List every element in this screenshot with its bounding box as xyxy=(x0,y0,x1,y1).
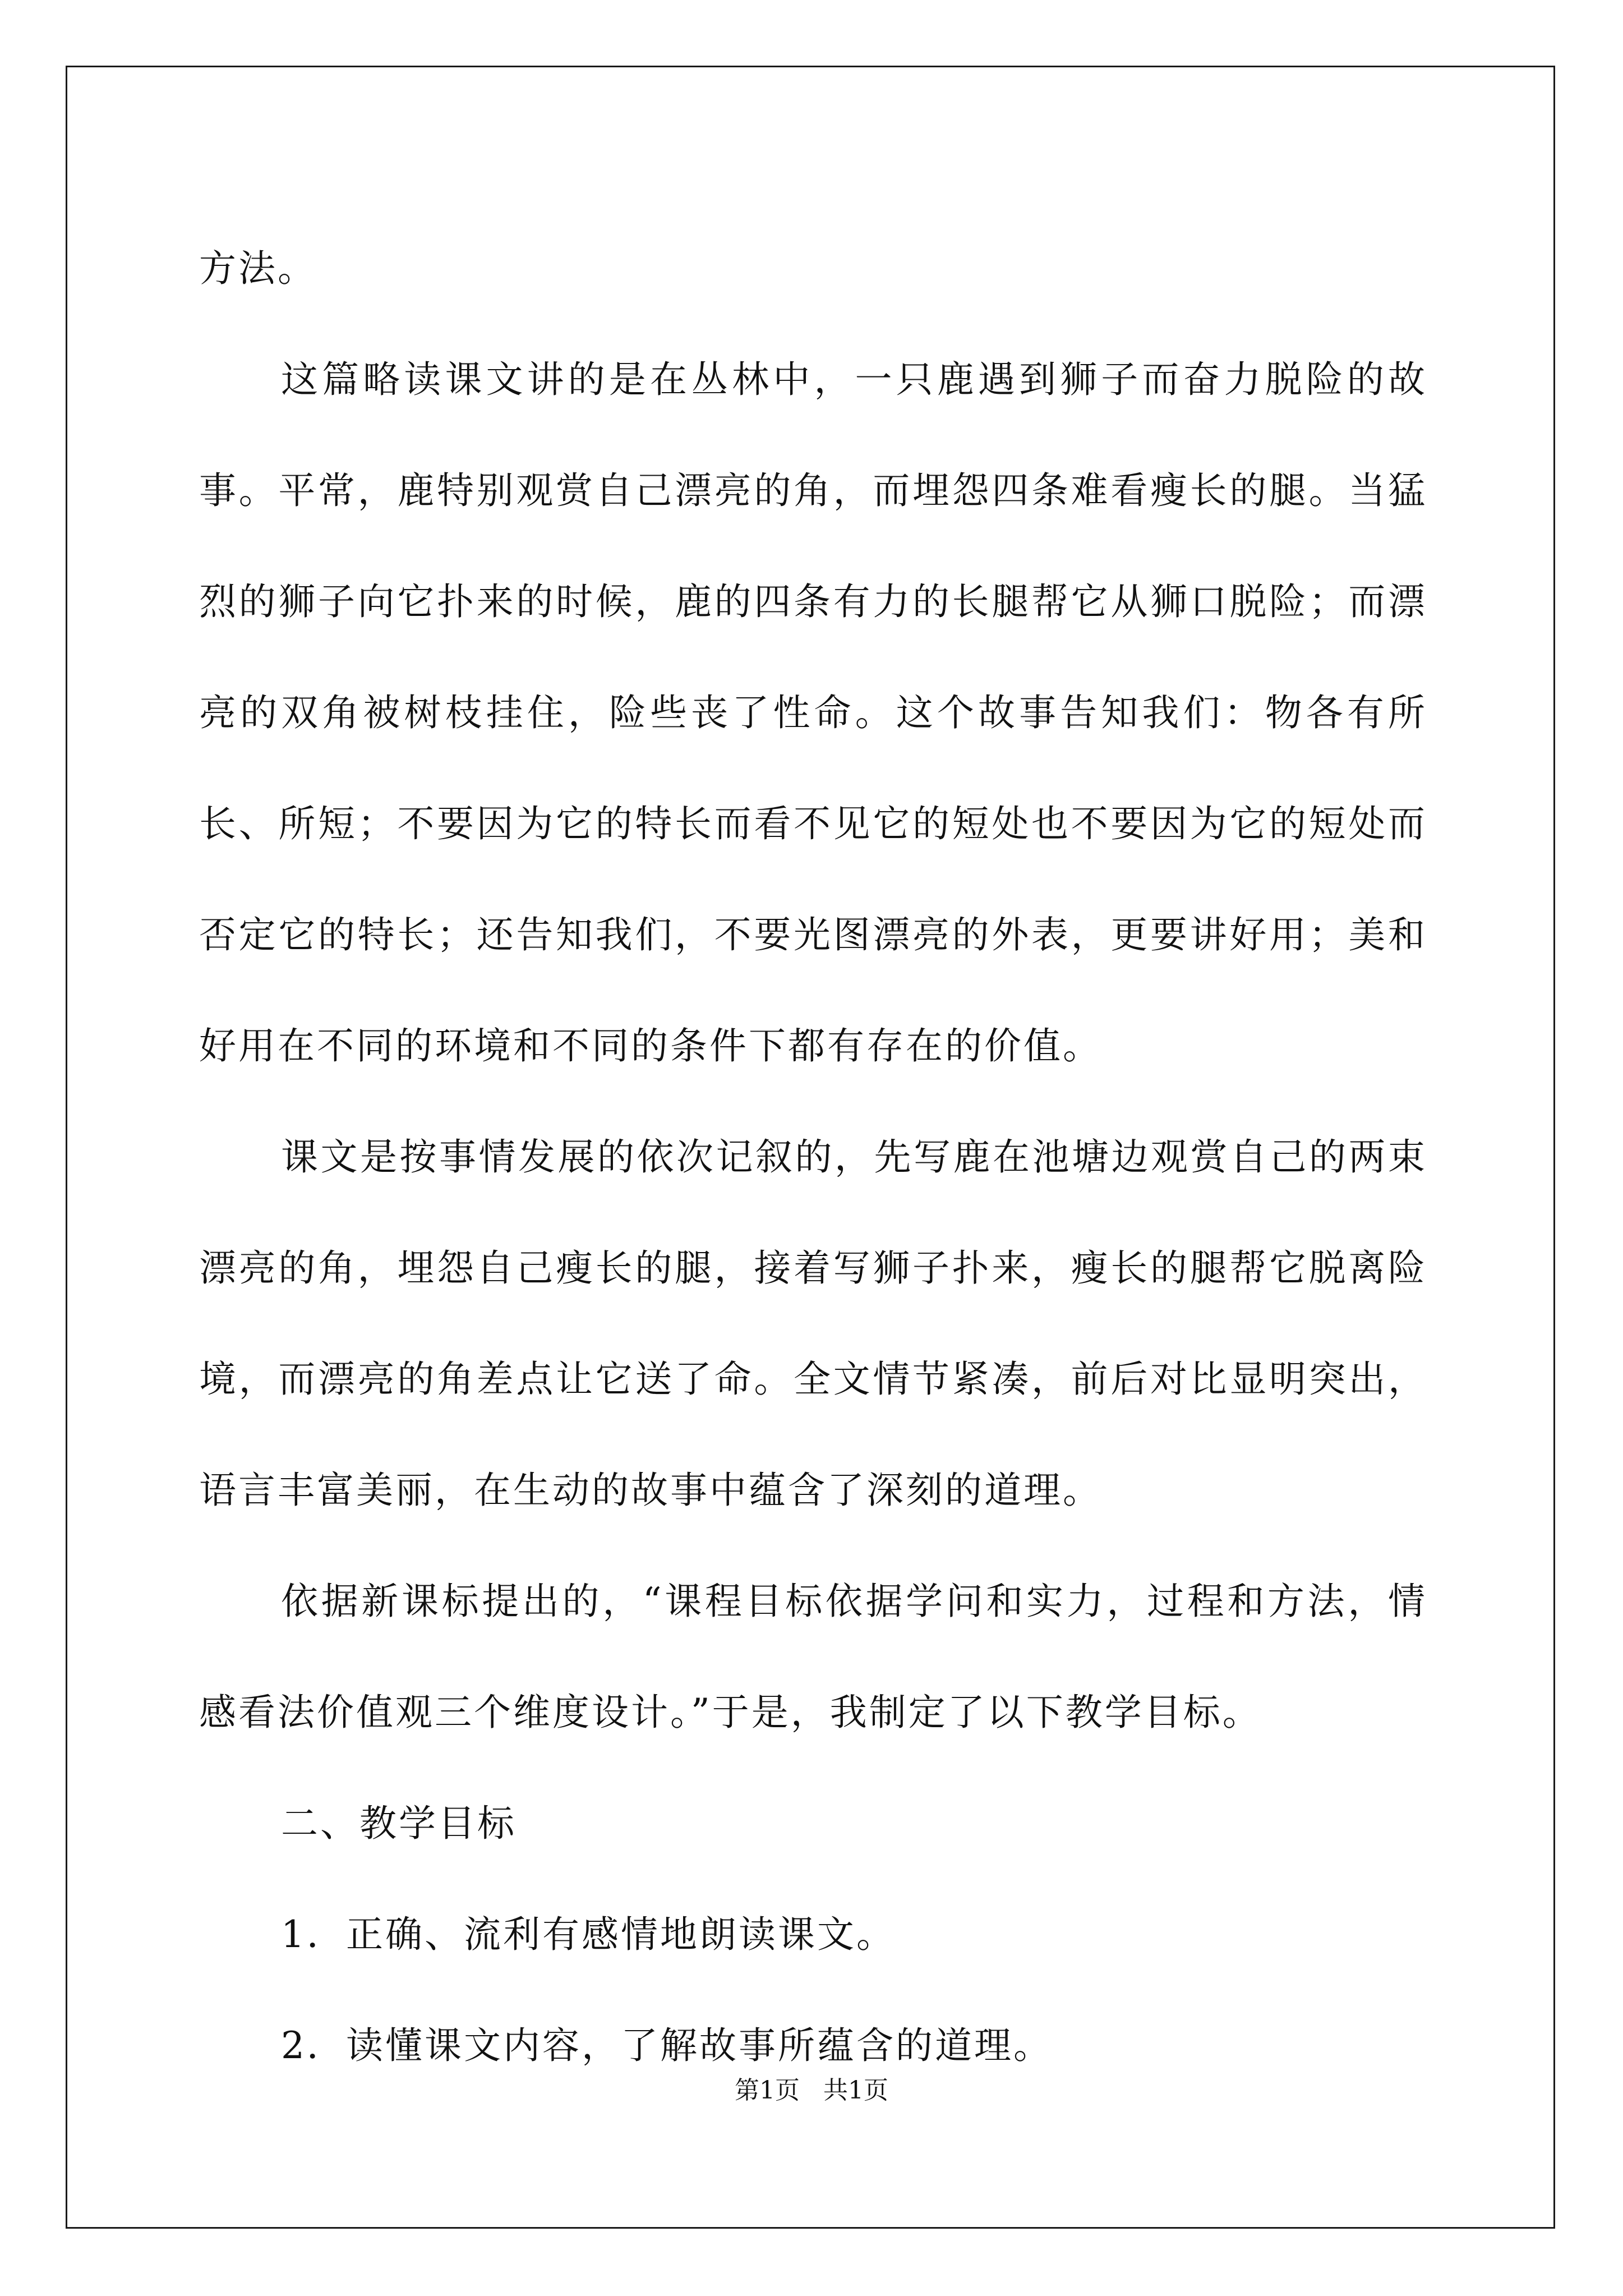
goal-item-2: 2．读懂课文内容，了解故事所蕴含的道理。 xyxy=(281,2024,1053,2067)
page-number-current: 第1页 xyxy=(735,2076,800,2105)
paragraph-continuation: 方法。 xyxy=(199,247,317,290)
goal-item-1: 1．正确、流利有感情地朗读课文。 xyxy=(281,1913,896,1956)
section-heading-teaching-goals: 二、教学目标 xyxy=(281,1802,517,1845)
paragraph-story-summary: 这篇略读课文讲的是在丛林中，一只鹿遇到狮子而奋力脱险的故事。平常，鹿特别观赏自己漂亮的角，而埋怨四条难看瘦长的腿。当猛烈的狮子向它扑来的时候，鹿的四条有力的长腿帮它从狮口脱险；而漂亮的双角被树枝挂住，险些丧了性命。这个故事告知我们：物各有所长、所短；不要因为它的特长而看不见它的短处也不要因为它的短处而否定它的特长；还告知我们，不要光图漂亮的外表，更要讲好用；美和好用在不同的环境和不同的条件下都有存在的价值。 xyxy=(199,358,1427,1068)
paragraph-text-structure: 课文是按事情发展的依次记叙的，先写鹿在池塘边观赏自己的两束漂亮的角，埋怨自己瘦长的腿，接着写狮子扑来，瘦长的腿帮它脱离险境，而漂亮的角差点让它送了命。全文情节紧凑，前后对比显明突出，语言丰富美丽，在生动的故事中蕴含了深刻的道理。 xyxy=(199,1135,1427,1512)
paragraph-curriculum-basis: 依据新课标提出的，“课程目标依据学问和实力，过程和方法，情感看法价值观三个维度设计。”于是，我制定了以下教学目标。 xyxy=(199,1580,1427,1734)
page-footer xyxy=(0,2070,1623,2106)
document-body xyxy=(199,213,1427,2101)
page-number-total: 共1页 xyxy=(823,2076,888,2105)
